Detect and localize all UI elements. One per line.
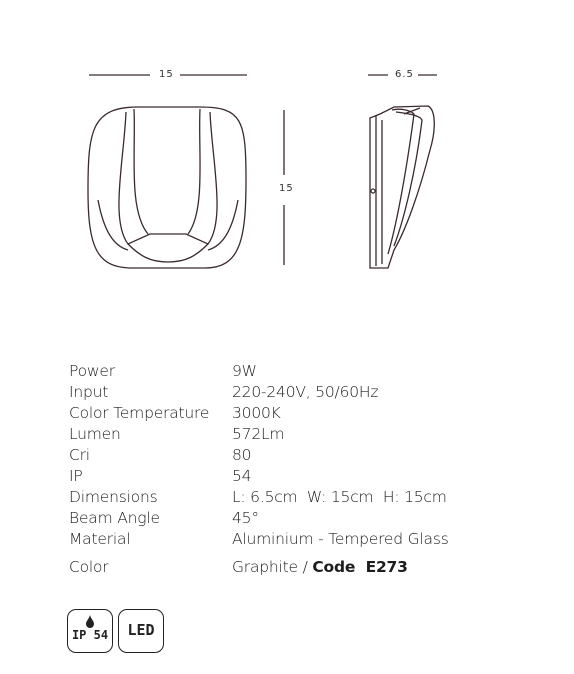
spec-value: 3000K: [232, 404, 281, 422]
side-view: [370, 106, 434, 268]
ip54-badge: [67, 609, 113, 653]
spec-row-input: [69, 382, 539, 403]
spec-row-ip: [69, 466, 539, 487]
spec-label: Beam Angle: [69, 509, 160, 527]
spec-value: [232, 557, 408, 578]
spec-row-lumen: [69, 424, 539, 445]
spec-label: Material: [69, 530, 131, 548]
spec-value: 220-240V, 50/60Hz: [232, 383, 379, 401]
spec-label: Dimensions: [69, 488, 158, 506]
height-dimension-label: 15: [279, 183, 294, 194]
side-view-screw: [371, 189, 375, 193]
water-drop-icon: [85, 615, 95, 628]
spec-value: 80: [232, 446, 252, 464]
ip54-badge-label: IP 54: [71, 628, 109, 642]
spec-value: 54: [232, 467, 252, 485]
front-view: [88, 107, 246, 268]
spec-label: Lumen: [69, 425, 121, 443]
spec-value: 45°: [232, 509, 259, 527]
color-name: Graphite /: [232, 558, 313, 576]
spec-value: 572Lm: [232, 425, 285, 443]
spec-label: Input: [69, 383, 109, 401]
spec-row-power: [69, 361, 539, 382]
spec-value: 9W: [232, 362, 257, 380]
spec-label: Cri: [69, 446, 90, 464]
spec-row-beam-angle: [69, 508, 539, 529]
spec-label: Color Temperature: [69, 404, 210, 422]
spec-label: Color: [69, 558, 109, 576]
spec-value: L: 6.5cm W: 15cm H: 15cm: [232, 488, 447, 506]
spec-row-material: [69, 529, 539, 550]
spec-row-dimensions: [69, 487, 539, 508]
spec-row-color: [69, 557, 539, 578]
width-dimension-label: 15: [159, 69, 174, 80]
spec-label: IP: [69, 467, 83, 485]
spec-row-color-temperature: [69, 403, 539, 424]
product-code: Code E273: [312, 558, 408, 576]
spec-value: Aluminium - Tempered Glass: [232, 530, 449, 548]
spec-row-cri: [69, 445, 539, 466]
spec-table: [69, 361, 539, 578]
spec-label: Power: [69, 362, 115, 380]
led-badge: LED: [118, 609, 164, 653]
depth-dimension-label: 6.5: [395, 69, 414, 80]
